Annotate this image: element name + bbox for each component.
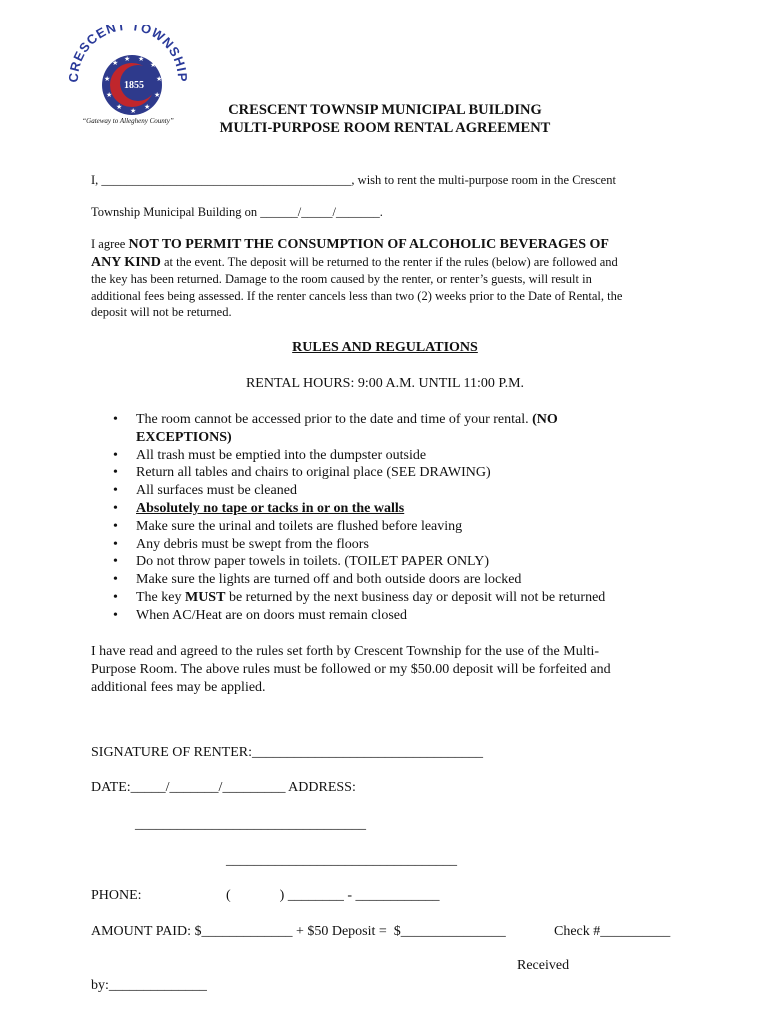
svg-text:1855: 1855: [124, 80, 144, 91]
logo-tagline: “Gateway to Allegheny County”: [82, 117, 174, 125]
received-label: Received: [517, 958, 570, 973]
svg-text:★: ★: [124, 55, 131, 63]
agreement-paragraph: [91, 236, 691, 321]
list-item: • Make sure the urinal and toilets are flushed before leaving: [113, 518, 463, 534]
intro-date-line: Township Municipal Building on ______/_____/_______.: [91, 205, 383, 219]
svg-text:★: ★: [104, 75, 111, 83]
list-item: • When AC/Heat are on doors must remain closed: [113, 607, 407, 623]
address-line-1[interactable]: _________________________________: [135, 817, 366, 832]
document-title-line1: CRESCENT TOWNSIP MUNICIPAL BUILDING: [228, 102, 542, 118]
svg-text:CRESCENT TOWNSHIP: RESCENT TOWNSHI: [68, 25, 188, 74]
agreement-line1: I agree NOT TO PERMIT THE CONSUMPTION OF ALCOHOLIC BEVERAGES OF: [91, 237, 609, 252]
list-item: • All trash must be emptied into the dumpster outside: [113, 447, 427, 463]
list-item: • The room cannot be accessed prior to the date and time of your rental. (NO EXCEPTIONS): [113, 412, 558, 445]
agreement-line4: additional fees being assessed. If the renter cancels less than two (2) weeks prior to the Date of Rental, the: [91, 288, 623, 303]
list-item: • Absolutely no tape or tacks in or on the walls: [113, 500, 405, 516]
closing-paragraph: I have read and agreed to the rules set forth by Crescent Township for the use of the Multi- Purpose Room. The above rules must be followed or my $50.00 deposit will be forfeited and additional fees may be applied.: [91, 644, 611, 695]
list-item: • The key MUST be returned by the next business day or deposit will not be returned: [113, 589, 606, 605]
svg-text:★: ★: [150, 61, 157, 69]
amount-paid-field[interactable]: AMOUNT PAID: $_____________ + $50 Deposit = $_______________: [91, 924, 506, 939]
list-item: • Return all tables and chairs to original place (SEE DRAWING): [113, 465, 491, 481]
svg-text:★: ★: [130, 107, 137, 115]
address-line-2[interactable]: _________________________________: [226, 853, 457, 868]
agreement-line5: deposit will not be returned.: [91, 305, 232, 319]
received-by-field[interactable]: by:______________: [91, 978, 207, 993]
date-address-field[interactable]: DATE:_____/_______/_________ ADDRESS:: [91, 780, 356, 795]
rental-hours: RENTAL HOURS: 9:00 A.M. UNTIL 11:00 P.M.: [245, 376, 525, 391]
document-title-line2: MULTI-PURPOSE ROOM RENTAL AGREEMENT: [219, 120, 551, 136]
svg-text:★: ★: [154, 91, 161, 99]
svg-text:★: ★: [116, 103, 123, 111]
svg-text:★: ★: [138, 55, 145, 63]
agreement-line3: the key has been returned. Damage to the room caused by the renter, or renter’s guests, will result in: [91, 272, 592, 286]
list-item: • Do not throw paper towels in toilets. (TOILET PAPER ONLY): [113, 554, 489, 570]
rules-heading: RULES AND REGULATIONS: [292, 340, 478, 355]
alcohol-clause: NOT TO PERMIT THE CONSUMPTION OF ALCOHOLIC BEVERAGES OF: [128, 237, 609, 252]
check-number-field[interactable]: Check #__________: [554, 924, 671, 939]
svg-text:★: ★: [106, 91, 113, 99]
phone-field[interactable]: ( ) ________ - ____________: [226, 888, 440, 903]
list-item: • Any debris must be swept from the floors: [113, 536, 369, 552]
list-item: • All surfaces must be cleaned: [113, 483, 297, 499]
intro-name-line: I, ________________________________________, wish to rent the multi-purpose room in the Crescent: [91, 173, 616, 187]
phone-label: PHONE:: [91, 888, 142, 903]
svg-text:★: ★: [144, 103, 151, 111]
agreement-line2: ANY KIND at the event. The deposit will be returned to the renter if the rules (below) are followed and: [91, 254, 618, 270]
list-item: • Make sure the lights are turned off and both outside doors are locked: [113, 572, 522, 588]
svg-text:★: ★: [156, 75, 163, 83]
signature-field[interactable]: SIGNATURE OF RENTER:_________________________________: [91, 745, 484, 760]
rules-list: [113, 411, 656, 625]
svg-text:★: ★: [112, 59, 119, 67]
